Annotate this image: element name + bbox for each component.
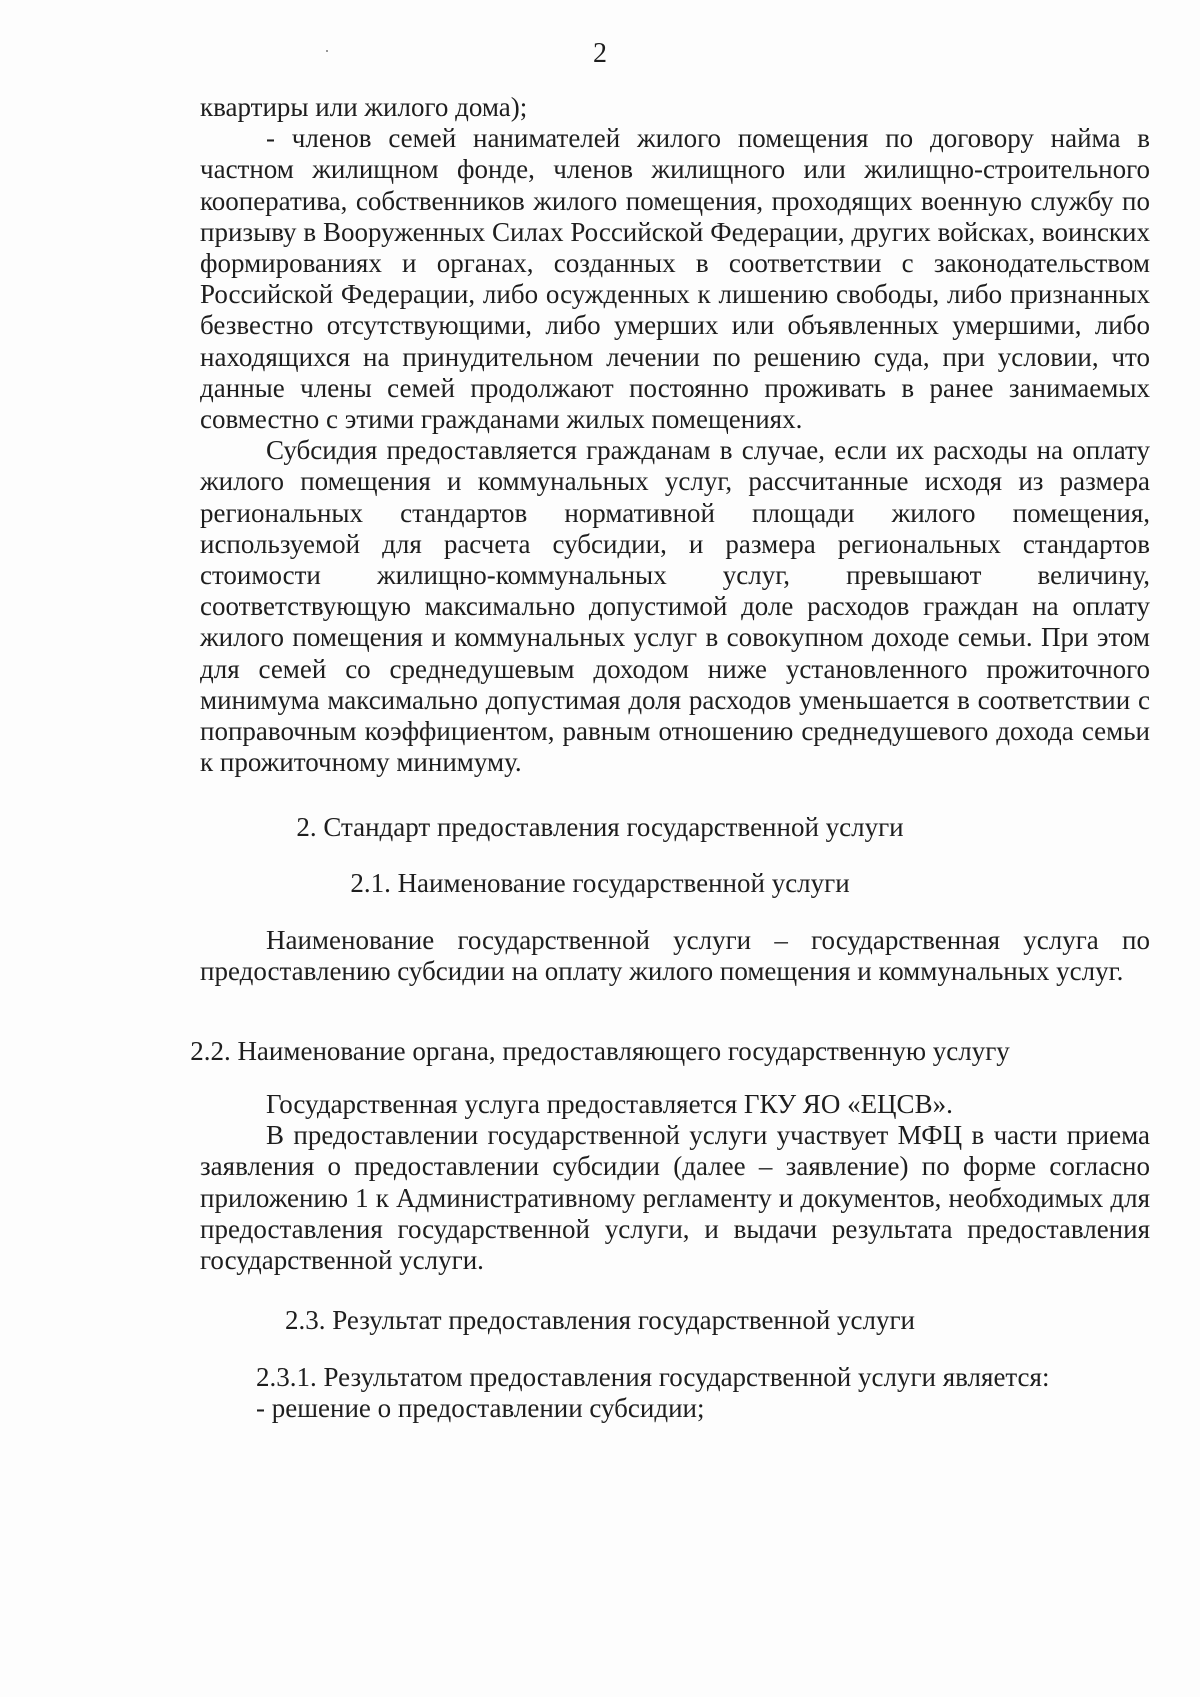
paragraph-result: 2.3.1. Результатом предоставления государственной услуги является: [256,1362,1050,1392]
page-number: 2 [593,38,607,69]
block-2-2 [200,1089,1150,1276]
subsection-2-1-heading: 2.1. Наименование государственной услуги [350,868,850,898]
continuation-line: квартиры или жилого дома); [200,92,528,122]
block-1 [200,92,1150,778]
paragraph-mfc: В предоставлении государственной услуги участвует МФЦ в части приема заявления о предоставлении субсидии (далее – заявление) по форме согласно приложению 1 к Административному регламенту и документов, необходимых для предоставления государственной услуги, и выдачи результата предоставления государственной услуги. [200,1120,1150,1276]
section-2-heading: 2. Стандарт предоставления государственной услуги [296,812,904,842]
list-item-decision: - решение о предоставлении субсидии; [256,1393,705,1423]
paragraph-service-name: Наименование государственной услуги – государственная услуга по предоставлению субсидии на оплату жилого помещения и коммунальных услуг. [200,925,1150,987]
subsection-2-3-heading: 2.3. Результат предоставления государственной услуги [284,1305,916,1335]
paragraph-provider: Государственная услуга предоставляется ГКУ ЯО «ЕЦСВ». [266,1089,953,1119]
paragraph-family-members: - членов семей нанимателей жилого помещения по договору найма в частном жилищном фонде, членов жилищного или жилищно-строительного кооператива, собственников жилого помещения, проходящих военную службу по призыву в Вооруженных Силах Российской Федерации, других войсках, воинских формированиях и органах, созданных в соответствии с законодательством Российской Федерации, либо осужденных к лишению свободы, либо признанных безвестно отсутствующими, либо умерших или объявленных умершими, либо находящихся на принудительном лечении по решению суда, при условии, что данные члены семей продолжают постоянно проживать в ранее занимаемых совместно с этими гражданами жилых помещениях. [200,123,1150,435]
subsection-2-2-heading: 2.2. Наименование органа, предоставляющего государственную услугу [190,1036,1010,1066]
block-2-1 [200,925,1150,987]
paragraph-subsidy-conditions: Субсидия предоставляется гражданам в случае, если их расходы на оплату жилого помещения и коммунальных услуг, рассчитанные исходя из размера региональных стандартов нормативной площади жилого помещения, используемой для расчета субсидии, и размера региональных стандартов стоимости жилищно-коммунальных услуг, превышают величину, соответствующую максимально допустимой доле расходов граждан на оплату жилого помещения и коммунальных услуг в совокупном доходе семьи. При этом для семей со среднедушевым доходом ниже установленного прожиточного минимума максимально допустимая доля расходов уменьшается в соответствии с поправочным коэффициентом, равным отношению среднедушевого дохода семьи к прожиточному минимуму. [200,435,1150,778]
